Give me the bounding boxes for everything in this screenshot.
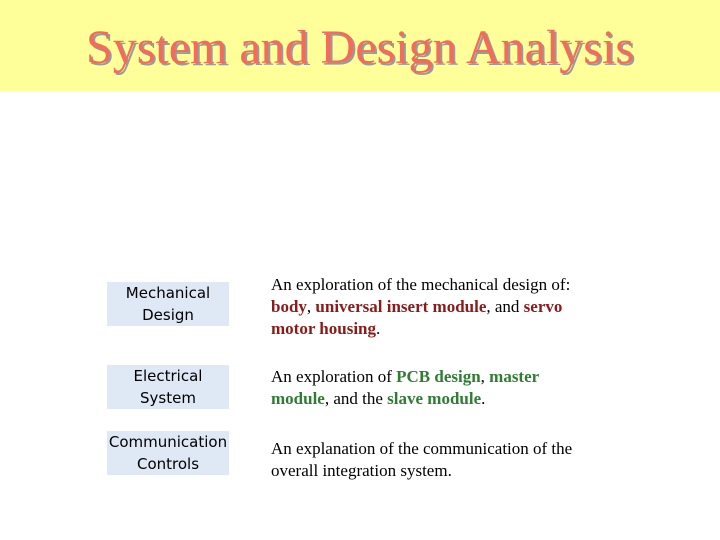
description-text: .: [376, 319, 381, 338]
description-text: , and the: [324, 389, 388, 408]
description-text: An exploration of the mechanical design of:: [271, 275, 571, 294]
description-text: .: [481, 389, 486, 408]
label-mechanical-design: [107, 282, 229, 326]
description-text: overall integration system.: [271, 461, 452, 480]
description-text: ,: [480, 367, 490, 386]
description-mechanical-design: [271, 274, 691, 340]
description-line: [271, 438, 691, 460]
description-line: [271, 274, 691, 296]
description-line: [271, 460, 691, 482]
description-text: ,: [306, 297, 316, 316]
description-text: , and: [486, 297, 524, 316]
highlighted-term: module: [271, 389, 325, 408]
highlighted-term: PCB design: [396, 367, 481, 386]
label-electrical-system: [107, 365, 229, 409]
label-line: Controls: [136, 455, 200, 473]
description-text: An explanation of the communication of the: [271, 439, 573, 458]
description-line: [271, 296, 691, 318]
label-line: Communication: [108, 433, 228, 451]
highlighted-term: universal insert module: [315, 297, 487, 316]
slide-title: System and Design Analysis: [86, 21, 634, 74]
label-communication-controls: [107, 431, 229, 475]
description-text: An exploration of: [271, 367, 397, 386]
description-line: [271, 366, 691, 388]
highlighted-term: slave module: [387, 389, 482, 408]
description-communication-controls: [271, 438, 691, 482]
description-electrical-system: [271, 366, 691, 410]
highlighted-term: motor housing: [271, 319, 377, 338]
highlighted-term: body: [271, 297, 307, 316]
label-line: System: [140, 389, 196, 407]
label-line: Mechanical: [125, 284, 211, 302]
description-line: [271, 318, 691, 340]
label-line: Design: [142, 306, 194, 324]
label-line: Electrical: [133, 367, 203, 385]
highlighted-term: master: [489, 367, 540, 386]
highlighted-term: servo: [523, 297, 563, 316]
description-line: [271, 388, 691, 410]
